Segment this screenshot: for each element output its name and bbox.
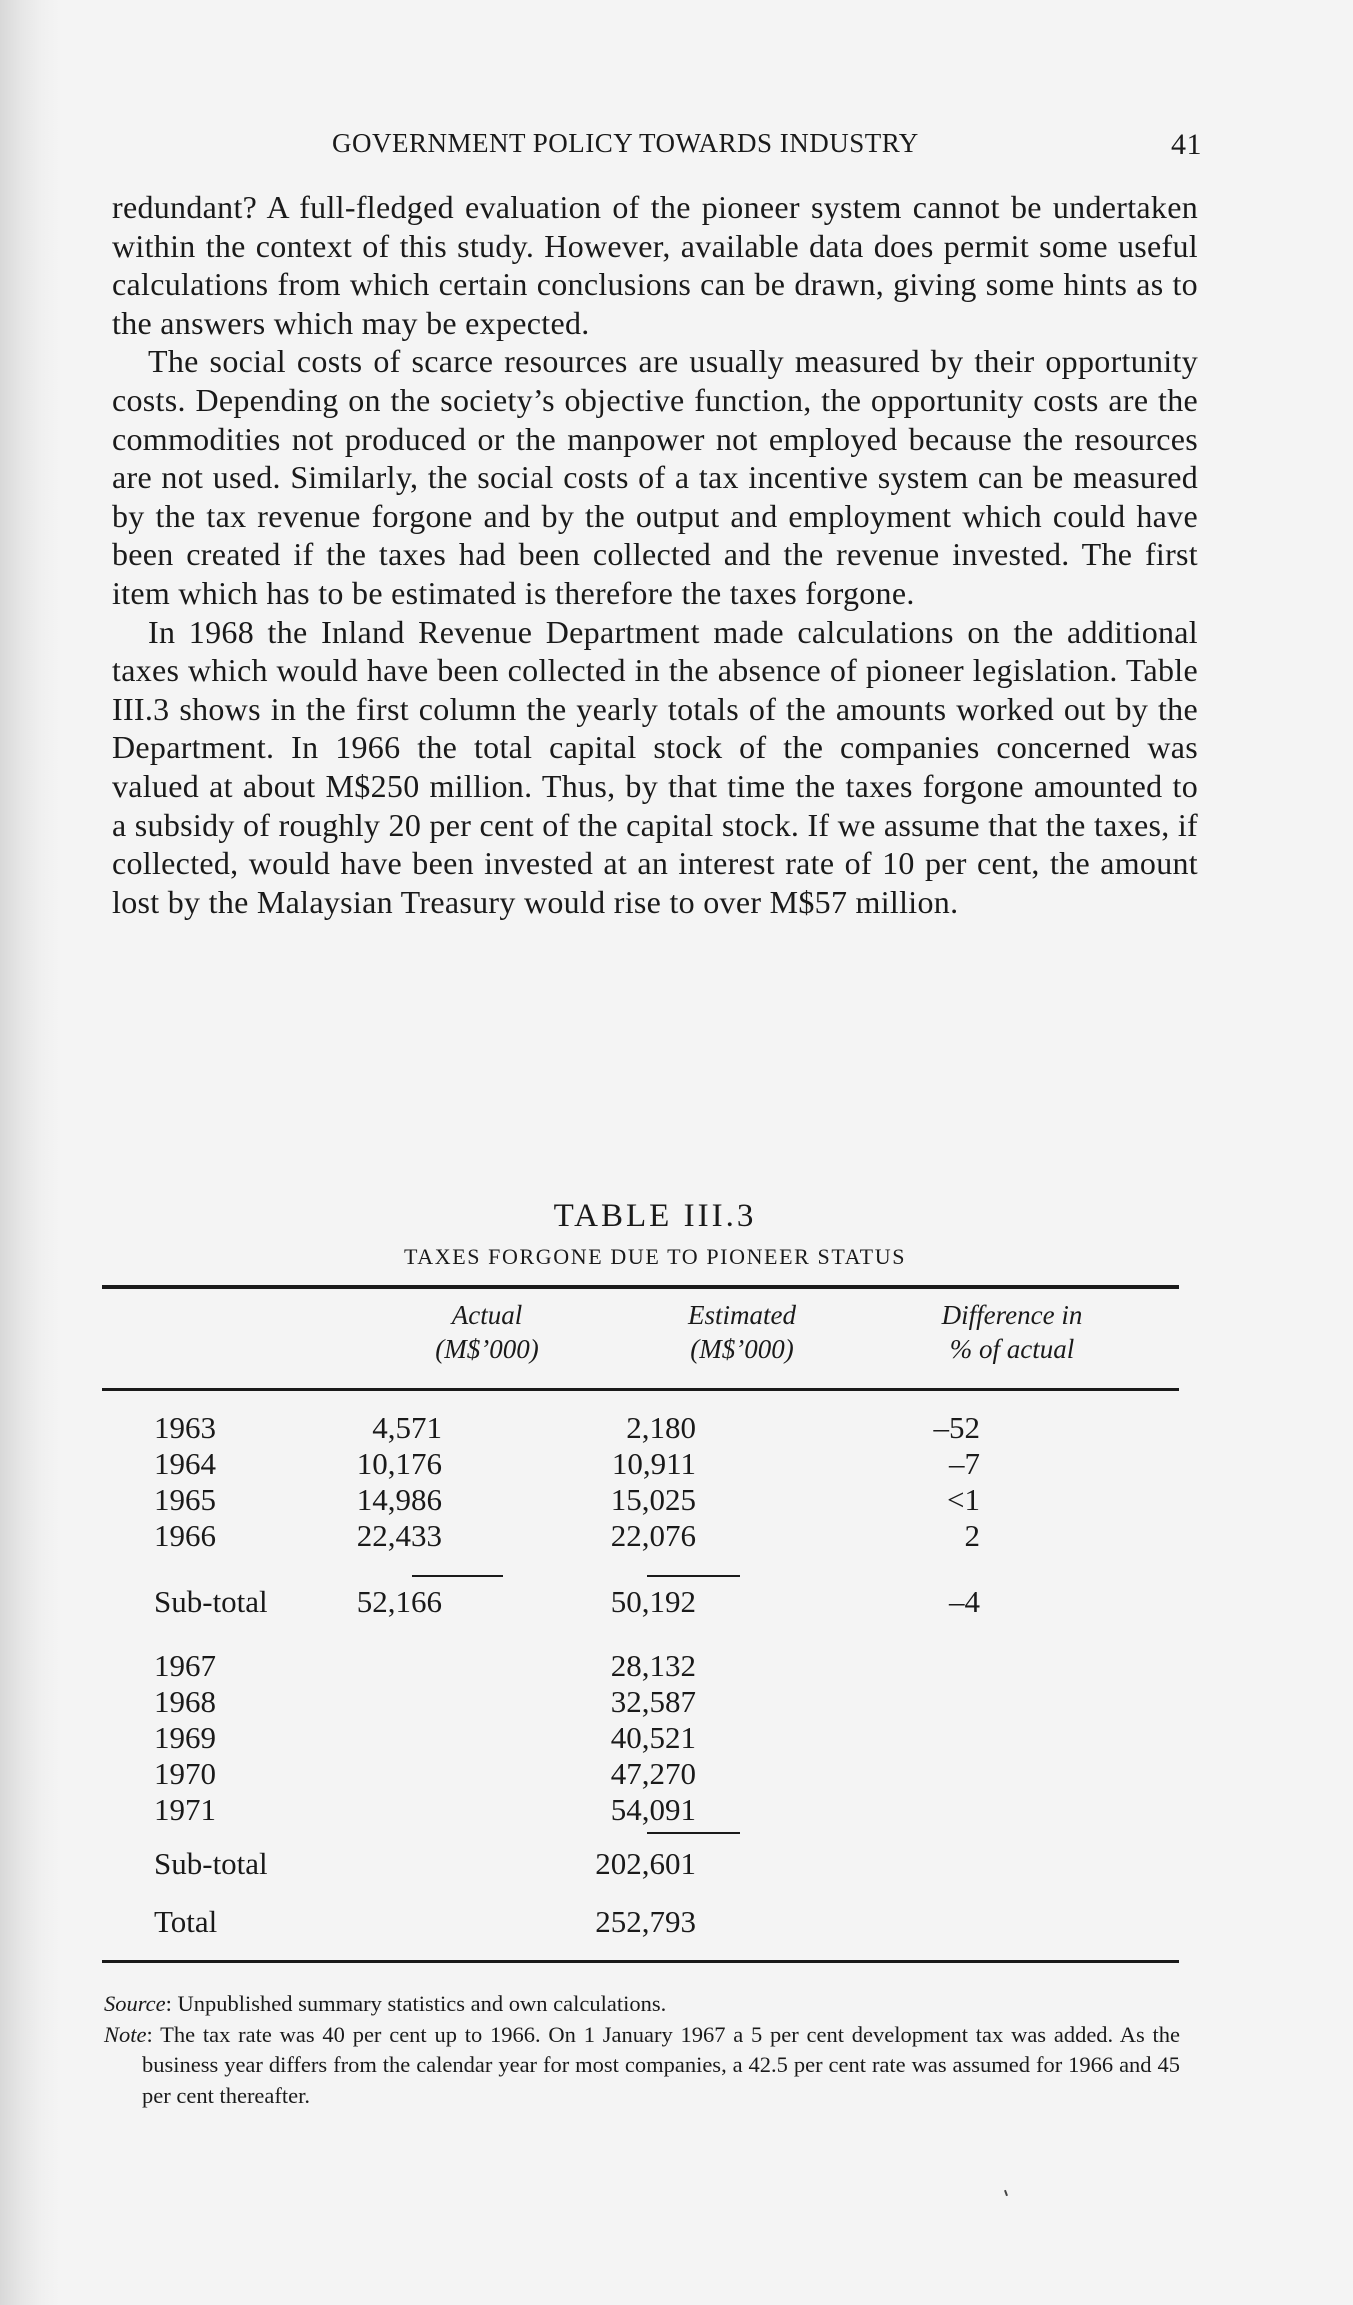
cell-difference: –4 <box>949 1584 980 1619</box>
column-header-line: (M$’000) <box>690 1334 794 1364</box>
table-row <box>112 1446 1198 1486</box>
page-number: 41 <box>1171 128 1202 161</box>
note-text: : The tax rate was 40 per cent up to 1966. On 1 January 1967 a 5 per cent development tax was added. As the business year differs from the calendar year for most companies, a 42.5 per cent rate was assumed for 1966 and 45 per cent thereafter. <box>142 2021 1180 2108</box>
cell-estimated: 32,587 <box>610 1684 696 1719</box>
table-row <box>112 1410 1198 1450</box>
row-label: Sub-total <box>154 1584 268 1619</box>
source-label: Source <box>104 1991 166 2016</box>
cell-actual: 52,166 <box>356 1584 442 1619</box>
table-row <box>112 1846 1198 1886</box>
cell-difference: <1 <box>947 1482 980 1517</box>
row-label: 1968 <box>154 1684 216 1719</box>
cell-difference: –52 <box>933 1410 980 1445</box>
table-row <box>112 1518 1198 1558</box>
table-footnotes <box>104 1989 1180 2111</box>
source-text: : Unpublished summary statistics and own calculations. <box>165 1991 667 2016</box>
cell-actual: 4,571 <box>372 1410 442 1445</box>
row-label: 1964 <box>154 1446 216 1481</box>
cell-estimated: 47,270 <box>610 1756 696 1791</box>
column-header-line: (M$’000) <box>435 1334 539 1364</box>
body-text <box>112 188 1198 921</box>
row-label: 1966 <box>154 1518 216 1553</box>
column-header-difference <box>912 1298 1112 1366</box>
cell-estimated: 15,025 <box>610 1482 696 1517</box>
table-row <box>112 1720 1198 1760</box>
table-row <box>112 1648 1198 1688</box>
cell-estimated: 252,793 <box>595 1904 696 1939</box>
row-label: 1969 <box>154 1720 216 1755</box>
table-top-rule <box>102 1285 1179 1289</box>
page-gutter-shadow <box>0 0 60 2305</box>
column-header-line: Difference in <box>941 1300 1083 1330</box>
cell-estimated: 50,192 <box>610 1584 696 1619</box>
cell-estimated: 40,521 <box>610 1720 696 1755</box>
table-bottom-rule <box>102 1960 1179 1963</box>
cell-actual: 22,433 <box>356 1518 442 1553</box>
table-subtitle: TAXES FORGONE DUE TO PIONEER STATUS <box>403 1244 907 1269</box>
table-row <box>112 1684 1198 1724</box>
paragraph: redundant? A full-fledged evaluation of the pioneer system cannot be undertaken within the context of this study. However, available data does permit some useful calculations from which certain conclusions can be drawn, giving some hints as to the answers which may be expected. <box>112 189 1198 341</box>
table-title: TABLE III.3 <box>553 1198 757 1234</box>
cell-actual: 10,176 <box>356 1446 442 1481</box>
subtotal-underline-estimated <box>647 1575 740 1577</box>
column-header-line: % of actual <box>949 1334 1075 1364</box>
table-row <box>112 1904 1198 1944</box>
column-header-line: Actual <box>451 1300 523 1330</box>
paragraph: In 1968 the Inland Revenue Department made calculations on the additional taxes which would have been collected in the absence of pioneer legislation. Table III.3 shows in the first column the yearly totals of the amounts worked out by the Department. In 1966 the total capital stock of the companies concerned was valued at about M$250 million. Thus, by that time the taxes forgone amounted to a subsidy of roughly 20 per cent of the capital stock. If we assume that the taxes, if collected, would have been invested at an interest rate of 10 per cent, the amount lost by the Malaysian Treasury would rise to over M$57 million. <box>112 613 1198 920</box>
running-head <box>112 128 1202 168</box>
row-label: 1965 <box>154 1482 216 1517</box>
note <box>104 2020 1180 2112</box>
table-row <box>112 1482 1198 1522</box>
cell-estimated: 202,601 <box>595 1846 696 1881</box>
table-row <box>112 1792 1198 1832</box>
row-label: Total <box>154 1904 218 1939</box>
cell-difference: 2 <box>964 1518 980 1553</box>
subtotal-underline-estimated-2 <box>647 1832 740 1834</box>
table-row <box>112 1584 1198 1624</box>
row-label: 1967 <box>154 1648 216 1683</box>
cell-difference: –7 <box>949 1446 980 1481</box>
table-header-rule <box>102 1388 1179 1391</box>
column-header-line: Estimated <box>688 1300 796 1330</box>
cell-estimated: 2,180 <box>626 1410 696 1445</box>
source-note <box>104 1989 1180 2020</box>
note-label: Note <box>104 2021 147 2047</box>
column-header-estimated <box>652 1298 832 1366</box>
row-label: Sub-total <box>154 1846 268 1881</box>
cell-estimated: 28,132 <box>610 1648 696 1683</box>
cell-estimated: 10,911 <box>611 1446 696 1481</box>
column-header-actual <box>412 1298 562 1366</box>
cell-estimated: 54,091 <box>610 1792 696 1827</box>
paragraph: The social costs of scarce resources are usually measured by their opportunity costs. Depending on the society’s objective function, the opportunity costs are the commodities not produced or the manpower not employed because the resources are not used. Similarly, the social costs of a tax incentive system can be measured by the tax revenue forgone and by the output and employment which could have been created if the taxes had been collected and the revenue invested. The first item which has to be estimated is therefore the taxes forgone. <box>112 343 1198 611</box>
row-label: 1963 <box>154 1410 216 1445</box>
row-label: 1971 <box>154 1792 216 1827</box>
cell-estimated: 22,076 <box>610 1518 696 1553</box>
subtotal-underline-actual <box>412 1575 503 1577</box>
running-head-title: GOVERNMENT POLICY TOWARDS INDUSTRY <box>332 128 919 158</box>
row-label: 1970 <box>154 1756 216 1791</box>
cell-actual: 14,986 <box>356 1482 442 1517</box>
print-speck <box>1004 2190 1008 2196</box>
table-row <box>112 1756 1198 1796</box>
